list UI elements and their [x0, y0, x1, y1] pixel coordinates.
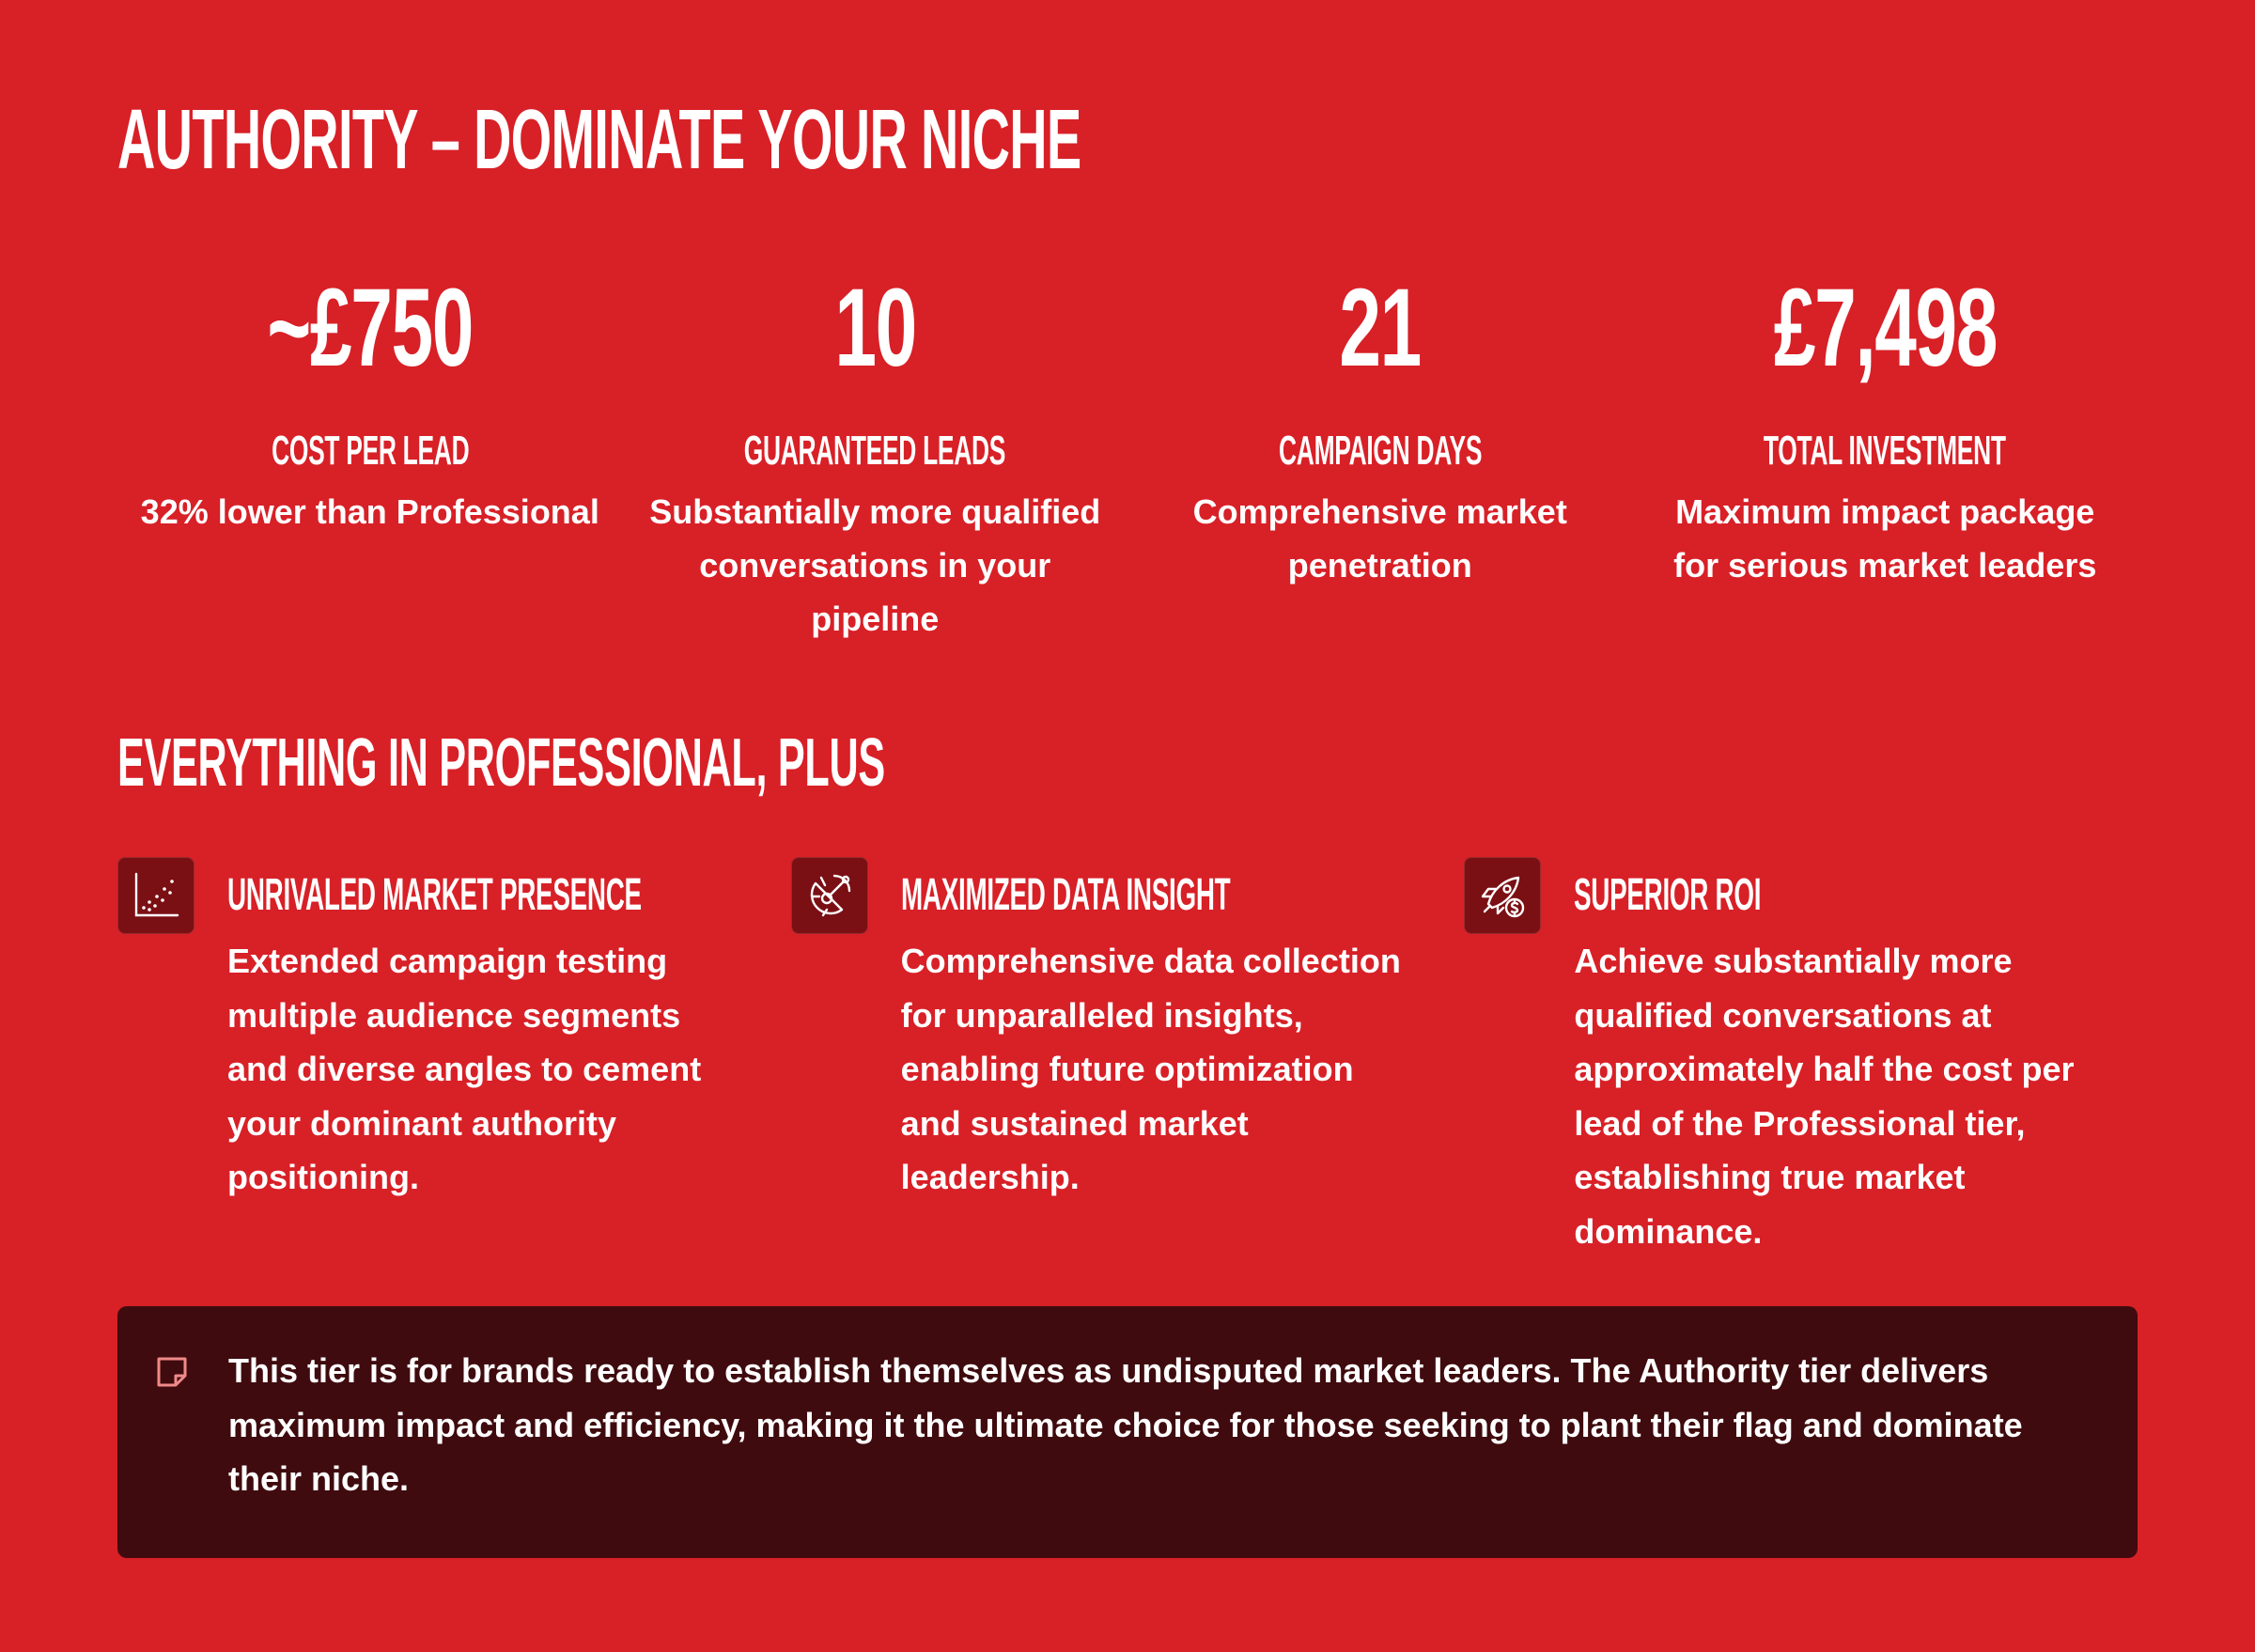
stat-description: Maximum impact package for serious market leaders: [1673, 492, 2097, 584]
stat-label: CAMPAIGN DAYS: [1278, 428, 1482, 474]
stat-label: COST PER LEAD: [271, 428, 469, 474]
page-title: AUTHORITY – DOMINATE YOUR NICHE: [117, 93, 1081, 187]
feature-market-presence: [117, 857, 791, 1258]
feature-description: Achieve substantially more qualified conversations at approximately half the cost per lead of the Professional tier, establishing true market dominance.: [1574, 942, 2075, 1251]
callout-box: [117, 1306, 2138, 1558]
stat-value: ~£750: [267, 266, 474, 390]
feature-data-insight: [791, 857, 1465, 1258]
stat-value: £7,498: [1773, 266, 1997, 390]
section-title: EVERYTHING IN PROFESSIONAL, PLUS: [117, 725, 885, 801]
stat-description: Comprehensive market penetration: [1192, 492, 1567, 584]
feature-description: Extended campaign testing multiple audience segments and diverse angles to cement your dominant authority positioning.: [227, 942, 702, 1196]
stat-cost-per-lead: [117, 266, 623, 646]
stat-value: 21: [1339, 266, 1422, 390]
callout-text: This tier is for brands ready to establish themselves as undisputed market leaders. The Authority tier delivers maximum impact and efficiency, making it the ultimate choice for those seeking to plant their flag and dominate their niche.: [228, 1351, 2023, 1498]
feature-description: Comprehensive data collection for unparalleled insights, enabling future optimization and sustained market leadership.: [900, 942, 1401, 1196]
sticky-note-icon: [155, 1355, 189, 1394]
stat-total-investment: [1633, 266, 2138, 646]
stat-description: Substantially more qualified conversations in your pipeline: [649, 492, 1101, 638]
stats-row: [117, 266, 2138, 646]
feature-title: UNRIVALED MARKET PRESENCE: [227, 870, 642, 920]
satellite-dish-icon: [791, 857, 868, 934]
rocket-dollar-icon: [1464, 857, 1541, 934]
feature-title: MAXIMIZED DATA INSIGHT: [900, 870, 1231, 920]
stat-description: 32% lower than Professional: [140, 492, 599, 531]
stat-guaranteed-leads: [623, 266, 1128, 646]
scatter-chart-icon: [117, 857, 194, 934]
feature-superior-roi: [1464, 857, 2138, 1258]
stat-campaign-days: [1128, 266, 1633, 646]
feature-title: SUPERIOR ROI: [1574, 870, 1762, 920]
stat-value: 10: [833, 266, 916, 390]
stat-label: TOTAL INVESTMENT: [1764, 428, 2007, 474]
features-row: [117, 857, 2138, 1258]
stat-label: GUARANTEED LEADS: [744, 428, 1006, 474]
